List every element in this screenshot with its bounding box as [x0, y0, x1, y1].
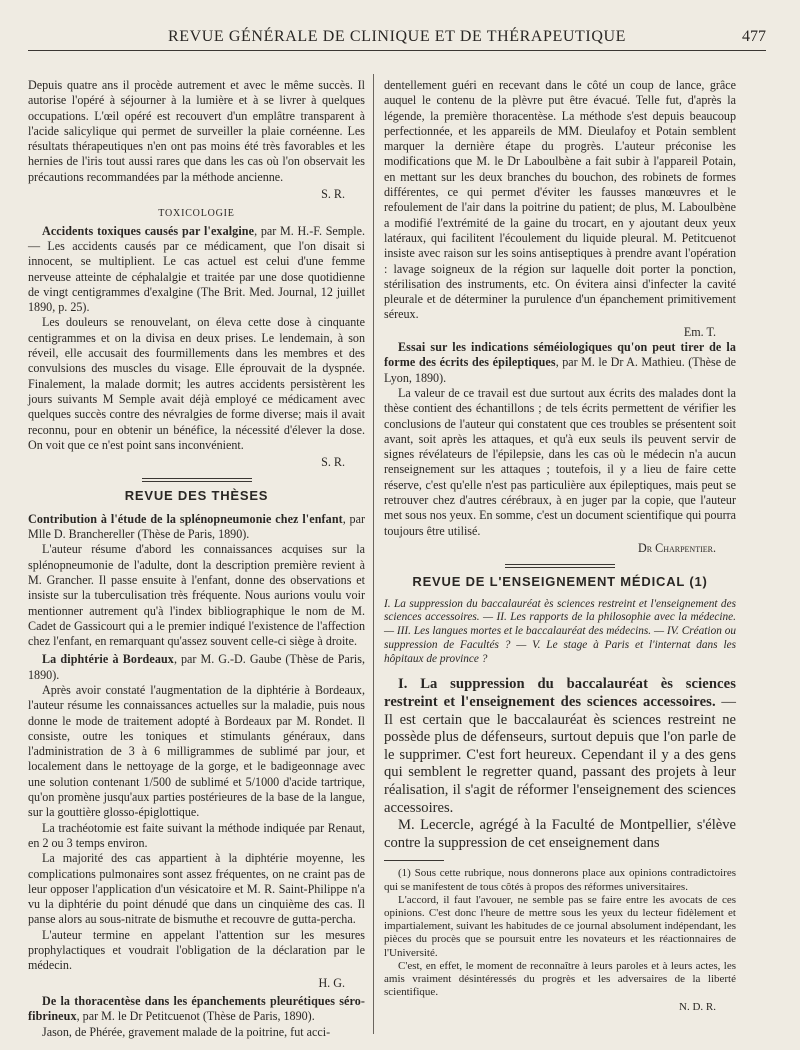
- footnote-rule: [384, 860, 444, 861]
- section-summary: I. La suppression du baccalauréat ès sciences restreint et l'enseignement des sciences accessoires. — II. Les rapports de la philosophie avec la médecine. — III. Les langues mortes et le baccalauréat des médecins. — IV. Création ou suppression de Facultés ? — V. Le stage à Paris et l'internat dans les hôpitaux de province ?: [384, 597, 736, 665]
- paragraph: La majorité des cas appartient à la diphtérie moyenne, les complications pulmonaires sont assez fréquentes, on ne craint pas de leur opposer l'application d'un vésicatoire et M. R. Saint-Philippe n'a vu la diphtérie du point dénudé que dans un cinquième des cas. Il panse alors au sous-nitrate de bismuthe et recouvre de gutta-percha.: [28, 851, 365, 927]
- paragraph: La valeur de ce travail est due surtout aux écrits des malades dont la thèse contient des échantillons ; de tels écrits permettent de vérifier les conclusions de l'auteur qui constatent que ces troubles se présentent soit avant, soit après les attaques, et qu'à eux seuls ils peuvent servir de signes révélateurs de l'épilepsie, dans les cas où le médecin n'a aucun renseignement sur les attaques ; toutefois, il y a lieu de faire cette réserve, c'est qu'elle n'est pas particulière aux épileptiques, mais peut se retrouver chez d'autres cérébraux, à en juger par la copie, que l'auteur met sous nos yeux. En somme, c'est un document scientifique qui pourra toujours être utilisé.: [384, 385, 736, 538]
- paragraph: M. Lecercle, agrégé à la Faculté de Montpellier, s'élève contre la suppression de cet enseignement dans: [384, 817, 736, 851]
- left-column: [28, 78, 365, 1040]
- section-heading-enseignement: [384, 564, 736, 589]
- article-text: , par M. H.-F. Semple. — Les accidents causés par ce médicament, que l'on disait si innocent, se multiplient. Le cas actuel est celui d'une femme nerveuse atteinte de céphalalgie et traitée par une dose quotidienne de vingt centigrammes d'exalgine (The Brit. Med. Journal, 12 juillet 1890, p. 25).: [28, 223, 366, 315]
- thesis-title: Contribution à l'étude de la splénopneumonie chez l'enfant: [28, 511, 343, 526]
- paragraph: La trachéotomie est faite suivant la méthode indiquée par Renaut, en 2 ou 3 temps environ.: [28, 820, 365, 850]
- thesis-entry: [384, 340, 736, 386]
- section-title-text: REVUE DE L'ENSEIGNEMENT MÉDICAL: [412, 574, 685, 590]
- section-title: [384, 574, 736, 589]
- thesis-citation: , par Mlle D. Branchereller (Thèse de Paris, 1890).: [28, 511, 365, 542]
- footnote: C'est, en effet, le moment de reconnaître à leurs paroles et à leurs actes, les amis vraiment désintéressés du progrès et les adversaires de la liberté scientifique.: [384, 959, 736, 999]
- signature: Em. T.: [683, 324, 716, 339]
- footnote-signature: N. D. R.: [679, 1001, 716, 1014]
- paragraph: dentellement guéri en recevant dans le côté un coup de lance, grâce auquel le contenu de la plèvre put être évacué. Telle fut, d'après la légende, la première thoracentèse. La méthode s'est depuis beaucoup perfectionnée, et les appareils de MM. Dieulafoy et Potain semblent marquer la dernière étape du progrès. L'auteur préconise les modifications que M. le Dr Laboulbène a fait subir à l'appareil Potain, en mettant sur les deux branches du bouchon, des robinets de formes différentes, ce qui permet d'éviter les fausses manœuvres et le refoulement de l'air dans la poitrine du patient; de plus, M. Laboulbène a modifié l'extrémité de la gaine du trocart, en y ajoutant deux yeux latéraux, qui facilitent l'écoulement du liquide pleural. M. Petitcuenot insiste avec raison sur les soins antiseptiques à prendre avant l'opération : lavage soigneux de la région sur laquelle doit porter la ponction, stérilisation des instruments, etc. On évitera ainsi d'infecter la cavité pleurale et de déterminer la purulence d'un épanchement primitivement séreux.: [384, 78, 736, 322]
- paragraph: Après avoir constaté l'augmentation de la diphtérie à Bordeaux, l'auteur résume les connaissances actuelles sur la maladie, puis nous donne le mode de traitement adopté à Bordeaux par M. Rondet. Il consiste, outre les toniques et stimulants généraux, dans l'administration de 3 à 6 milligrammes de sublimé par jour, et localement dans le nettoyage de la gorge, et le badigeonnage avec une solution contenant 1/500 de sublimé et 5/1000 d'acide tartrique, qu'on promène jusqu'aux parties postérieures de la base de la langue, sur la gouttière glosso-épiglottique.: [28, 682, 365, 820]
- signature: H. G.: [318, 975, 345, 990]
- section-heading-theses: [28, 478, 365, 503]
- thesis-entry: [28, 652, 365, 683]
- thesis-title: De la thoracentèse dans les épanchements pleurétiques séro-fibrineux: [28, 993, 365, 1024]
- signature: S. R.: [321, 455, 345, 470]
- paragraph: Jason, de Phérée, gravement malade de la poitrine, fut acci-: [42, 1024, 331, 1039]
- thesis-citation: , par M. le Dr Petitcuenot (Thèse de Paris, 1890).: [76, 1009, 315, 1024]
- article-title: Accidents toxiques causés par l'exalgine: [42, 223, 255, 238]
- column-divider: [373, 74, 374, 1034]
- page-number: 477: [742, 28, 766, 45]
- signature: Dr Charpentier.: [638, 540, 716, 555]
- thesis-citation: , par M. le Dr A. Mathieu. (Thèse de Lyon, 1890).: [384, 355, 736, 385]
- paragraph: L'auteur résume d'abord les connaissances acquises sur la splénopneumonie de l'adulte, dont la description première revient à M. Grancher. Il passe ensuite à l'enfant, donne des observations et insiste sur la tuberculisation très fréquente. Nous aurions voulu voir mentionner autrement qu'à l'index bibliographique le nom de M. Cadet de Gassicourt qui a le premier indiqué l'existence de l'affection chez l'enfant, en remarquant qu'assez souvent celle-ci siège à droite.: [28, 542, 365, 649]
- thesis-entry: [28, 512, 365, 543]
- footnote-marker: (1): [689, 574, 708, 590]
- signature: S. R.: [321, 187, 345, 202]
- running-header: [28, 22, 766, 51]
- paragraph: Les douleurs se renouvelant, on éleva cette dose à cinquante centigrammes et on la divisa en deux prises. Le lendemain, à son réveil, elle accusait des fourmillements dans les membres et des convulsions des muscles du visage. Elle éprouvait de la dyspnée. Finalement, la malade dormit; les autres accidents persistèrent les jours suivants M Semple avait déjà employé ce médicament avec quelques succès contre des névralgies de forme diverse; mais il avait reconnu, pour en obtenir un bénéfice, la nécessité d'élever la dose. On voit que ce n'est point sans inconvénient.: [28, 315, 365, 452]
- thesis-entry: [28, 994, 365, 1025]
- decorative-rule: [505, 564, 615, 568]
- thesis-title: La diphtérie à Bordeaux: [42, 652, 174, 667]
- footnote: (1) Sous cette rubrique, nous donnerons place aux opinions contradictoires qui se manifestent de tous côtés à propos des réformes universitaires.: [384, 867, 736, 893]
- journal-title: REVUE GÉNÉRALE DE CLINIQUE ET DE THÉRAPEUTIQUE: [167, 28, 627, 45]
- footnote: L'accord, il faut l'avouer, ne semble pas se faire entre les avocats de ces opinions. C'est donc l'heure de mettre sous les yeux du lecteur fidèlement et impartialement, suivant les habitudes de ce journal absolument indépendant, les pièces du procès que se poursuit entre les novateurs et les réactionnaires de l'Université.: [384, 893, 736, 959]
- lead-paragraph: [384, 676, 736, 817]
- subsection-title: I. La suppression du baccalauréat ès sciences restreint et l'enseignement des sciences accessoires.: [384, 676, 736, 711]
- paragraph: L'auteur termine en appelant l'attention sur les mesures prophylactiques et voudrait l'obligation de la déclaration par le médecin.: [28, 927, 365, 973]
- article-entry: [28, 224, 365, 316]
- paragraph: Depuis quatre ans il procède autrement et avec le même succès. Il autorise l'opéré à séjourner à la lumière et à se livrer à quelques occupations. L'œil opéré est recouvert d'un emplâtre transparent à l'acide salicylique qui permet de surveiller la plaie cornéenne. Les résultats thérapeutiques n'en ont pas moins été très favorables et les hernies de l'iris tout aussi rares que dans les cas où l'on observait les précautions recommandées par la méthode ancienne.: [28, 78, 365, 184]
- right-column: [384, 78, 736, 1015]
- rubric-heading: TOXICOLOGIE: [158, 208, 235, 220]
- thesis-title: Essai sur les indications séméiologiques qu'on peut tirer de la forme des écrits des épileptiques: [384, 340, 736, 370]
- decorative-rule: [142, 478, 252, 482]
- section-title: REVUE DES THÈSES: [124, 488, 269, 504]
- lead-text: — Il est certain que le baccalauréat ès sciences restreint ne possède plus de défenseurs, surtout depuis que l'on parle de le supprimer. C'est fort heureux. Cependant il y a des gens qui semblent le regretter quand, passant des projets à leur réalisation, il s'agit de réformer l'enseignement des sciences accessoires.: [384, 694, 736, 816]
- thesis-citation: , par M. G.-D. Gaube (Thèse de Paris, 1890).: [28, 652, 365, 682]
